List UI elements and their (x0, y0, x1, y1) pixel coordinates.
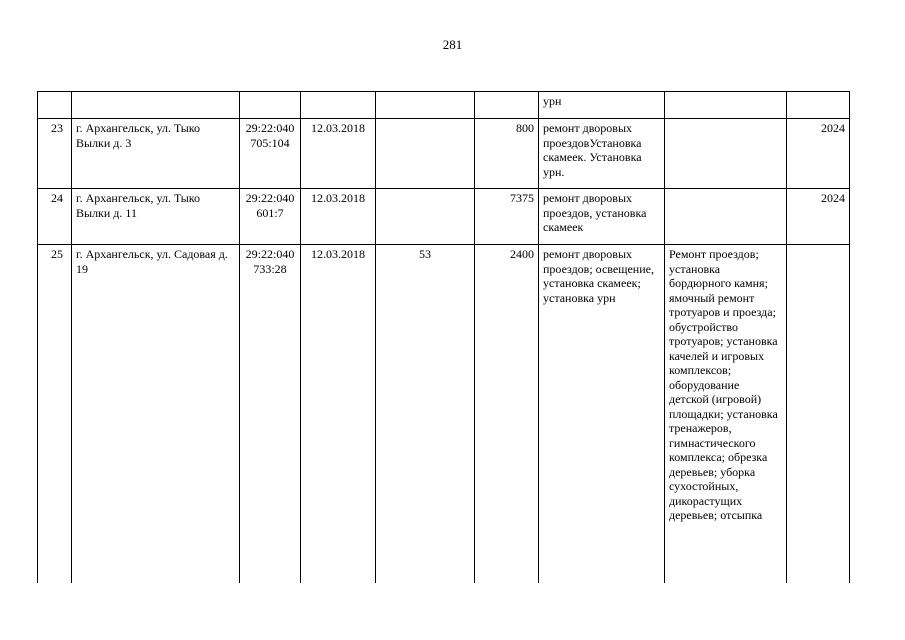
cell-address: г. Архангельск, ул. Тыко Вылки д. 3 (72, 119, 240, 189)
cell-col5 (376, 119, 475, 189)
cell-num: 25 (38, 245, 72, 583)
cell-works: ремонт дворовых проездов, установка скамеек (539, 189, 665, 245)
cell-date: 12.03.2018 (301, 245, 376, 583)
cell-num: 23 (38, 119, 72, 189)
registry-table (37, 91, 850, 583)
cell-cadastral: 29:22:040 601:7 (240, 189, 301, 245)
cell-col6: 800 (475, 119, 539, 189)
table-row (38, 119, 850, 189)
cell-num: 24 (38, 189, 72, 245)
cell-col5: 53 (376, 245, 475, 583)
table-row (38, 245, 850, 583)
cell-year (787, 245, 850, 583)
cell-year: 2024 (787, 119, 850, 189)
cell-additional (665, 92, 787, 119)
cell-cadastral: 29:22:040 705:104 (240, 119, 301, 189)
cell-cadastral (240, 92, 301, 119)
cell-col6: 7375 (475, 189, 539, 245)
cell-works: ремонт дворовых проездовУстановка скамеек. Установка урн. (539, 119, 665, 189)
cell-works: урн (539, 92, 665, 119)
cell-additional (665, 119, 787, 189)
cell-cadastral: 29:22:040 733:28 (240, 245, 301, 583)
page-number: 281 (442, 37, 463, 52)
cell-col6: 2400 (475, 245, 539, 583)
table-row (38, 189, 850, 245)
cell-year (787, 92, 850, 119)
cell-num (38, 92, 72, 119)
cell-works: ремонт дворовых проездов; освещение, установка скамеек; установка урн (539, 245, 665, 583)
cell-address (72, 92, 240, 119)
cell-address: г. Архангельск, ул. Тыко Вылки д. 11 (72, 189, 240, 245)
cell-additional: Ремонт проездов; установка бордюрного камня; ямочный ремонт тротуаров и проезда; обустройство тротуаров; установка качелей и игровых комплексов; оборудование детской (игровой) площадки; установка тренажеров, гимнастического комплекса; обрезка деревьев; уборка сухостойных, дикорастущих деревьев; отсыпка (665, 245, 787, 583)
cell-date: 12.03.2018 (301, 119, 376, 189)
cell-year: 2024 (787, 189, 850, 245)
cell-date: 12.03.2018 (301, 189, 376, 245)
cell-col6 (475, 92, 539, 119)
cell-additional (665, 189, 787, 245)
cell-col5 (376, 92, 475, 119)
cell-col5 (376, 189, 475, 245)
table-row-continuation (38, 92, 850, 119)
cell-date (301, 92, 376, 119)
cell-address: г. Архангельск, ул. Садовая д. 19 (72, 245, 240, 583)
